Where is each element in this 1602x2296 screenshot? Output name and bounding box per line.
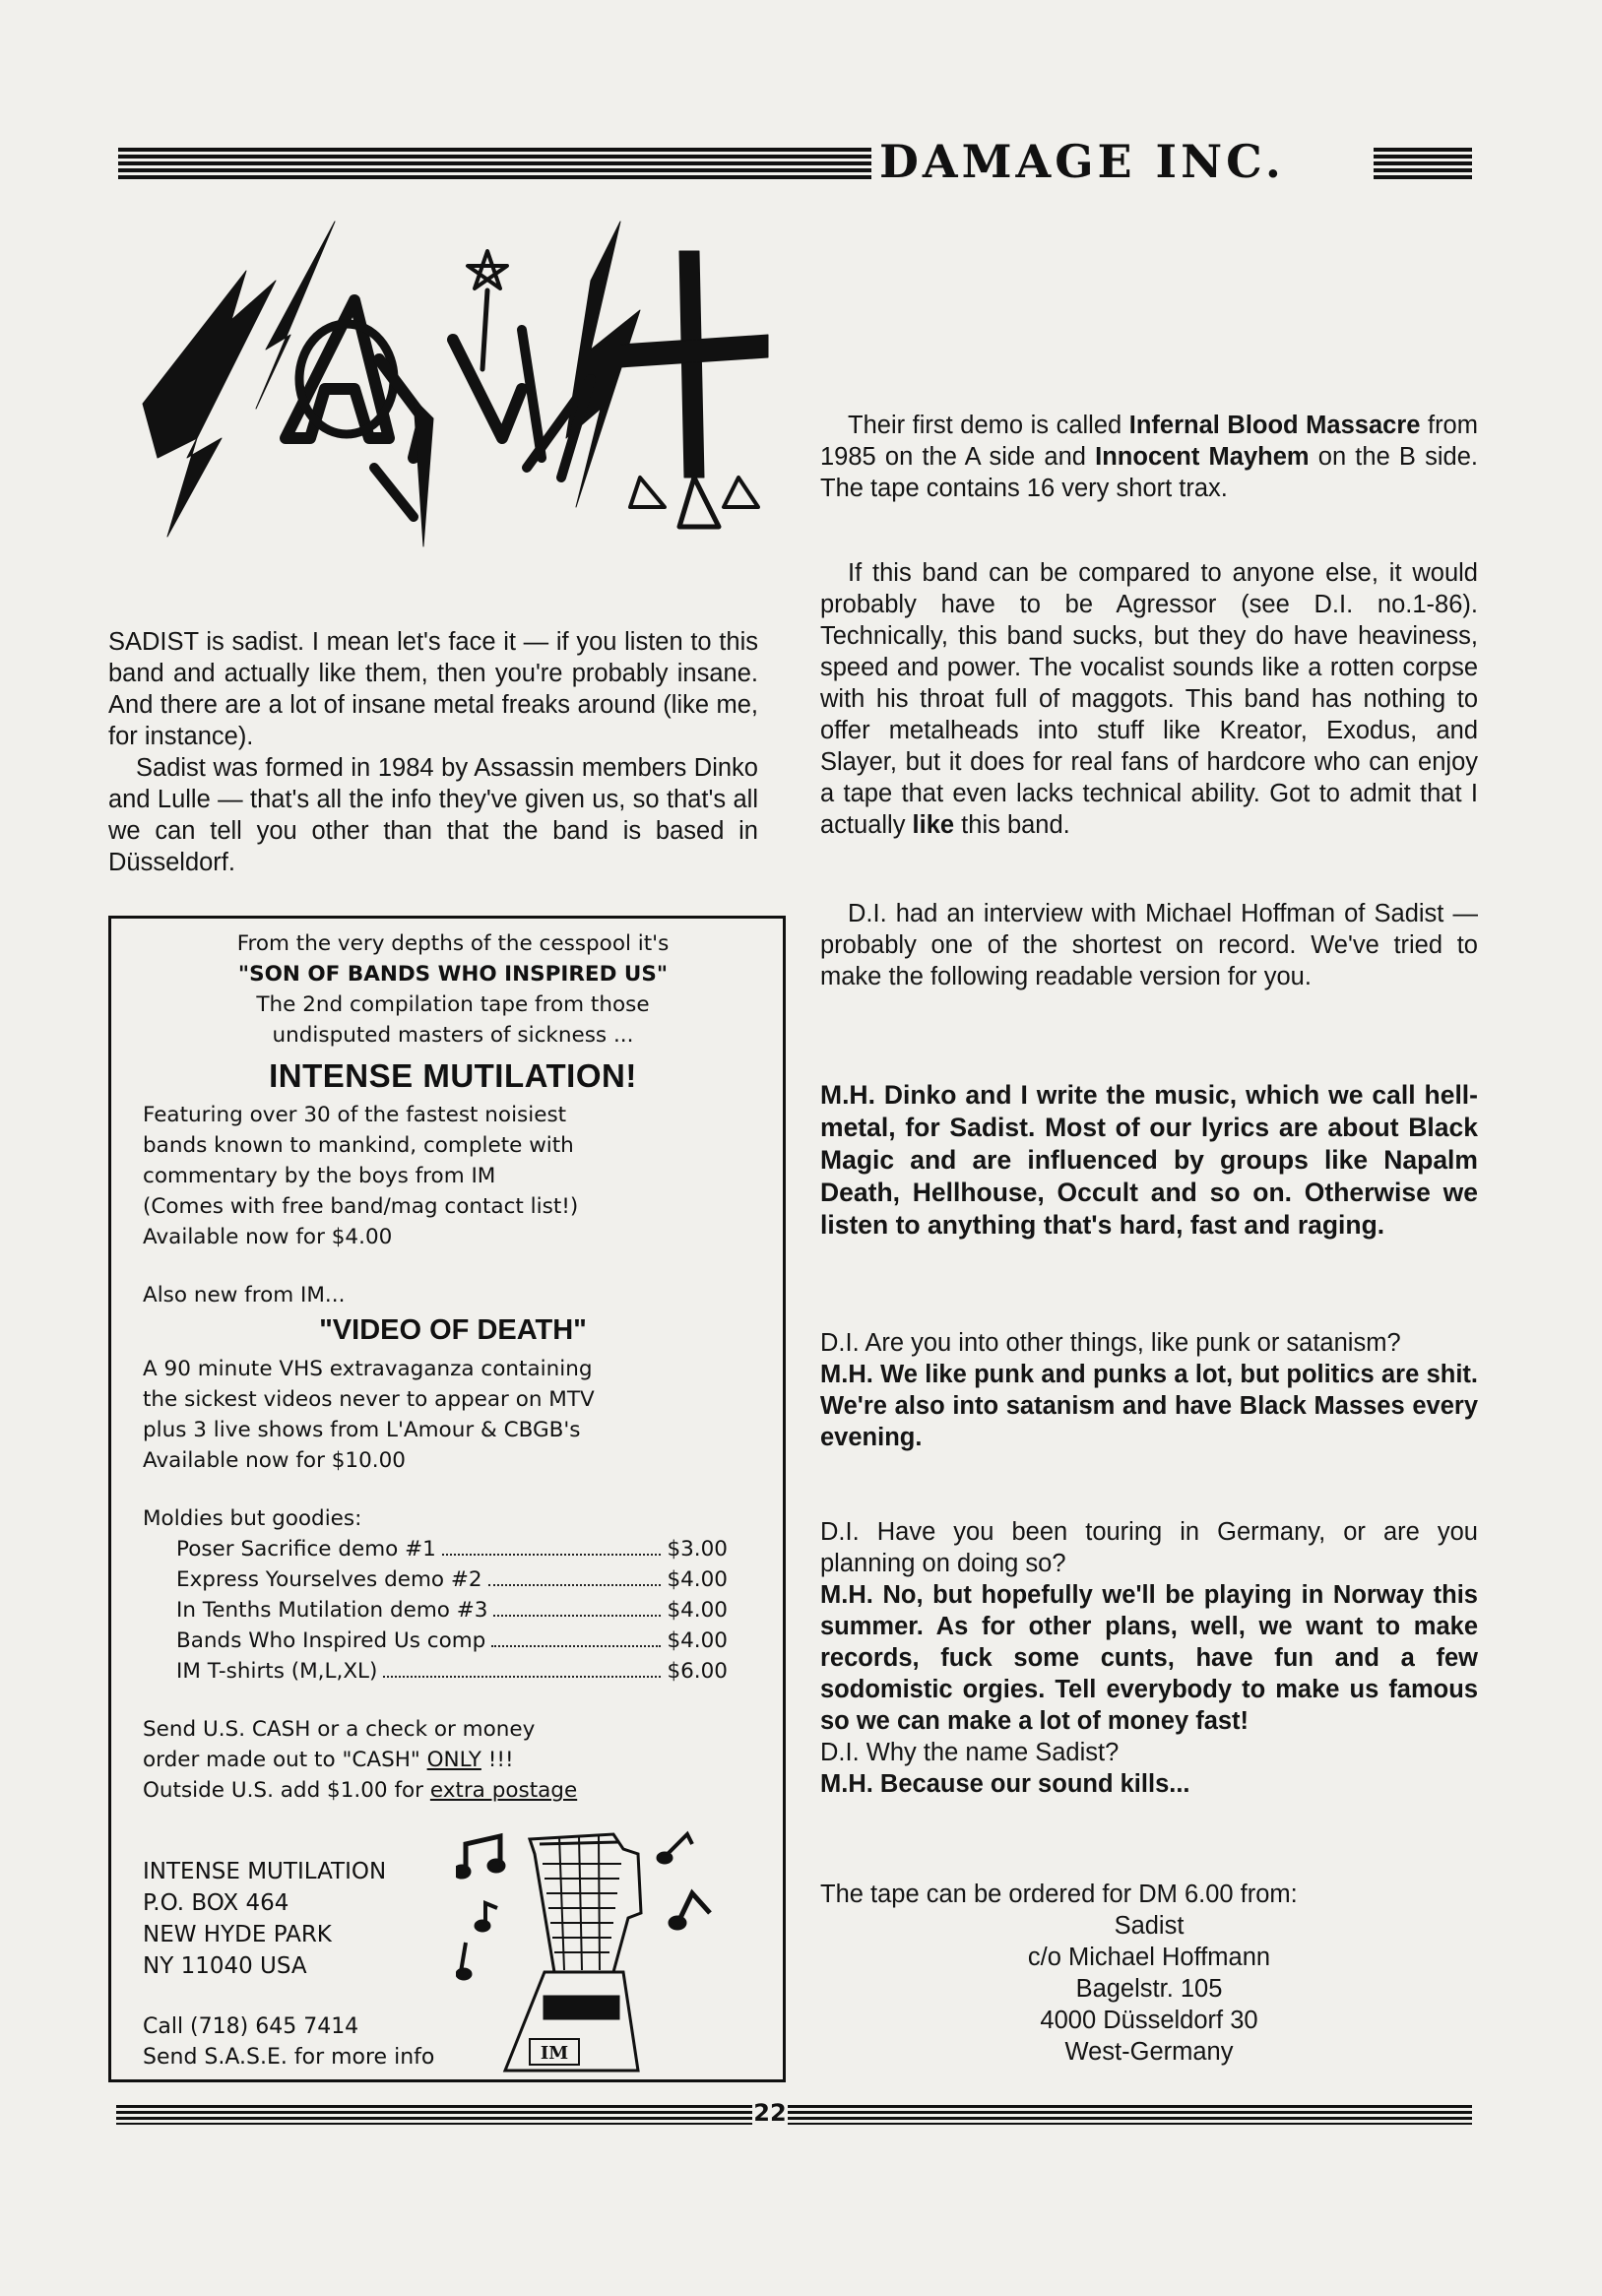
intro-paragraph-1: SADIST is sadist. I mean let's face it — if you listen to this band and actually like them, then you're probably insane. And there are a lot of insane metal freaks around (like me, for instance). <box>108 628 758 750</box>
answer-4-text: M.H. Because our sound kills... <box>820 1770 1190 1798</box>
ad-line: Send U.S. CASH or a check or money <box>143 1717 536 1742</box>
ad-line <box>143 1775 763 1806</box>
order-address <box>820 1879 1478 2068</box>
ad-sase: Send S.A.S.E. for more info <box>143 2045 435 2070</box>
interview-answer-1 <box>820 1079 1478 1242</box>
address-line: c/o Michael Hoffmann <box>1027 1944 1271 1971</box>
ad-text: Outside U.S. add $1.00 for <box>143 1778 430 1803</box>
ad-line: the sickest videos never to appear on MTV <box>143 1387 595 1412</box>
item-price: $4.00 <box>667 1598 728 1623</box>
ad-line: Moldies but goodies: <box>143 1506 362 1531</box>
item-price: $4.00 <box>667 1567 728 1592</box>
question-4: D.I. Why the name Sadist? <box>820 1739 1120 1766</box>
address-line: Sadist <box>1114 1912 1185 1940</box>
review-paragraph-1 <box>820 410 1478 504</box>
answer-2 <box>820 1359 1478 1453</box>
ad-line: (Comes with free band/mag contact list!) <box>143 1194 579 1219</box>
review-paragraph-2 <box>820 557 1478 841</box>
intro-paragraph-2: Sadist was formed in 1984 by Assassin members Dinko and Lulle — that's all the info they've given us, so that's all we can tell you other than that the band is based in Düsseldorf. <box>108 754 758 876</box>
interview-block-3 <box>820 1516 1478 1800</box>
answer-2-text: M.H. We like punk and punks a lot, but politics are shit. We're also into satanism and have Black Masses every evening. <box>820 1361 1478 1451</box>
ad-line: commentary by the boys from IM <box>143 1164 496 1188</box>
ad-line: plus 3 live shows from L'Amour & CBGB's <box>143 1418 581 1442</box>
review-p2-like: like <box>912 811 955 839</box>
item-name: Bands Who Inspired Us comp <box>176 1628 486 1653</box>
page-number: 22 <box>753 2099 787 2127</box>
demo-title-b-side: Innocent Mayhem <box>1095 443 1310 471</box>
ad-line: undisputed masters of sickness ... <box>272 1023 634 1048</box>
answer-3-text: M.H. No, but hopefully we'll be playing in Norway this summer. As for other plans, well, we want to make records, fuck some cunts, have fun and a few sodomistic orgies. Tell everybody to make us famous so we can make a lot of money fast! <box>820 1581 1478 1735</box>
order-intro: The tape can be ordered for DM 6.00 from: <box>820 1881 1298 1908</box>
address-line: NY 11040 USA <box>143 1953 307 1979</box>
intense-mutilation-ad <box>108 916 786 2082</box>
address-line: NEW HYDE PARK <box>143 1922 332 1947</box>
intro-text <box>108 626 758 878</box>
price-row <box>143 1564 728 1595</box>
ad-phone: Call (718) 645 7414 <box>143 2014 359 2039</box>
ad-line: bands known to mankind, complete with <box>143 1133 574 1158</box>
blender-illustration <box>456 1824 751 2080</box>
ad-tape-title: "SON OF BANDS WHO INSPIRED US" <box>237 962 669 987</box>
item-name: Poser Sacrifice demo #1 <box>176 1537 436 1562</box>
item-price: $3.00 <box>667 1537 728 1562</box>
ad-extra-postage: extra postage <box>429 1778 578 1803</box>
ad-headline: INTENSE MUTILATION! <box>269 1057 637 1094</box>
header-rule-right <box>1374 148 1472 179</box>
header-rule-left <box>118 148 871 179</box>
address-line: INTENSE MUTILATION <box>143 1859 387 1884</box>
review-p2-text-c: this band. <box>954 811 1070 839</box>
address-line: 4000 Düsseldorf 30 <box>1040 2007 1258 2034</box>
ad-video-title: "VIDEO OF DEATH" <box>319 1314 587 1346</box>
price-row <box>143 1595 728 1626</box>
price-row <box>143 1534 728 1564</box>
ad-mailing-address <box>143 1856 468 1982</box>
masthead: DAMAGE INC. <box>879 135 1285 188</box>
item-name: In Tenths Mutilation demo #3 <box>176 1598 488 1623</box>
sadist-logo <box>128 212 807 586</box>
review-p1-text-a: Their first demo is called <box>848 412 1129 439</box>
price-row <box>143 1626 728 1656</box>
item-price: $4.00 <box>667 1628 728 1653</box>
footer-rule-right <box>788 2105 1472 2125</box>
item-price: $6.00 <box>667 1659 728 1684</box>
answer-1-text: M.H. Dinko and I write the music, which we call hell-metal, for Sadist. Most of our lyrics are about Black Magic and are influenced by groups like Napalm Death, Hellhouse, Occult and so on. Otherwise we listen to anything that's hard, fast and raging. <box>820 1080 1478 1240</box>
item-name: IM T-shirts (M,L,XL) <box>176 1659 378 1684</box>
ad-line: A 90 minute VHS extravaganza containing <box>143 1357 593 1381</box>
ad-line: Available now for $10.00 <box>143 1448 406 1473</box>
question-3: D.I. Have you been touring in Germany, or are you planning on doing so? <box>820 1518 1478 1577</box>
footer-rule-left <box>116 2105 752 2125</box>
ad-line: The 2nd compilation tape from those <box>256 992 650 1017</box>
item-name: Express Yourselves demo #2 <box>176 1567 482 1592</box>
ad-line: Also new from IM... <box>143 1283 346 1307</box>
ad-text: order made out to "CASH" <box>143 1748 427 1772</box>
address-line: Bagelstr. 105 <box>1075 1975 1223 2003</box>
ad-content <box>143 928 763 1806</box>
review-paragraph-3: D.I. had an interview with Michael Hoffman of Sadist — probably one of the shortest on record. We've tried to make the following readable version for you. <box>820 900 1478 990</box>
ad-line: From the very depths of the cesspool it's <box>236 931 670 956</box>
blender-logo-text: IM <box>540 2043 569 2064</box>
review-p1-text-c: from 1985 on the A side and <box>820 412 1478 471</box>
address-line: West-Germany <box>1064 2038 1234 2066</box>
price-row <box>143 1656 728 1687</box>
review-p1-text-d: on the B side. The tape contains 16 very short trax. <box>820 443 1478 502</box>
ad-line: Featuring over 30 of the fastest noisiest <box>143 1103 567 1127</box>
ad-text: !!! <box>481 1748 514 1772</box>
interview-block-2 <box>820 1327 1478 1453</box>
ad-only-underlined: ONLY <box>426 1748 481 1772</box>
question-2: D.I. Are you into other things, like punk or satanism? <box>820 1329 1401 1357</box>
answer-4 <box>820 1768 1478 1800</box>
address-line: P.O. BOX 464 <box>143 1890 289 1916</box>
demo-title-a-side: Infernal Blood Massacre <box>1128 412 1421 439</box>
answer-3 <box>820 1579 1478 1737</box>
ad-line <box>143 1745 763 1775</box>
ad-line: Available now for $4.00 <box>143 1225 393 1249</box>
review-p2-text-a: If this band can be compared to anyone else, it would probably have to be Agressor (see D.I. no.1-86). Technically, this band sucks, but they do have heaviness, speed and power. The vocalist sounds like a rotten corpse with his throat full of maggots. This band has nothing to offer metalheads into stuff like Kreator, Exodus, and Slayer, but it does for real fans of hardcore who can enjoy a tape that even lacks technical ability. Got to admit that I actually <box>820 559 1478 839</box>
